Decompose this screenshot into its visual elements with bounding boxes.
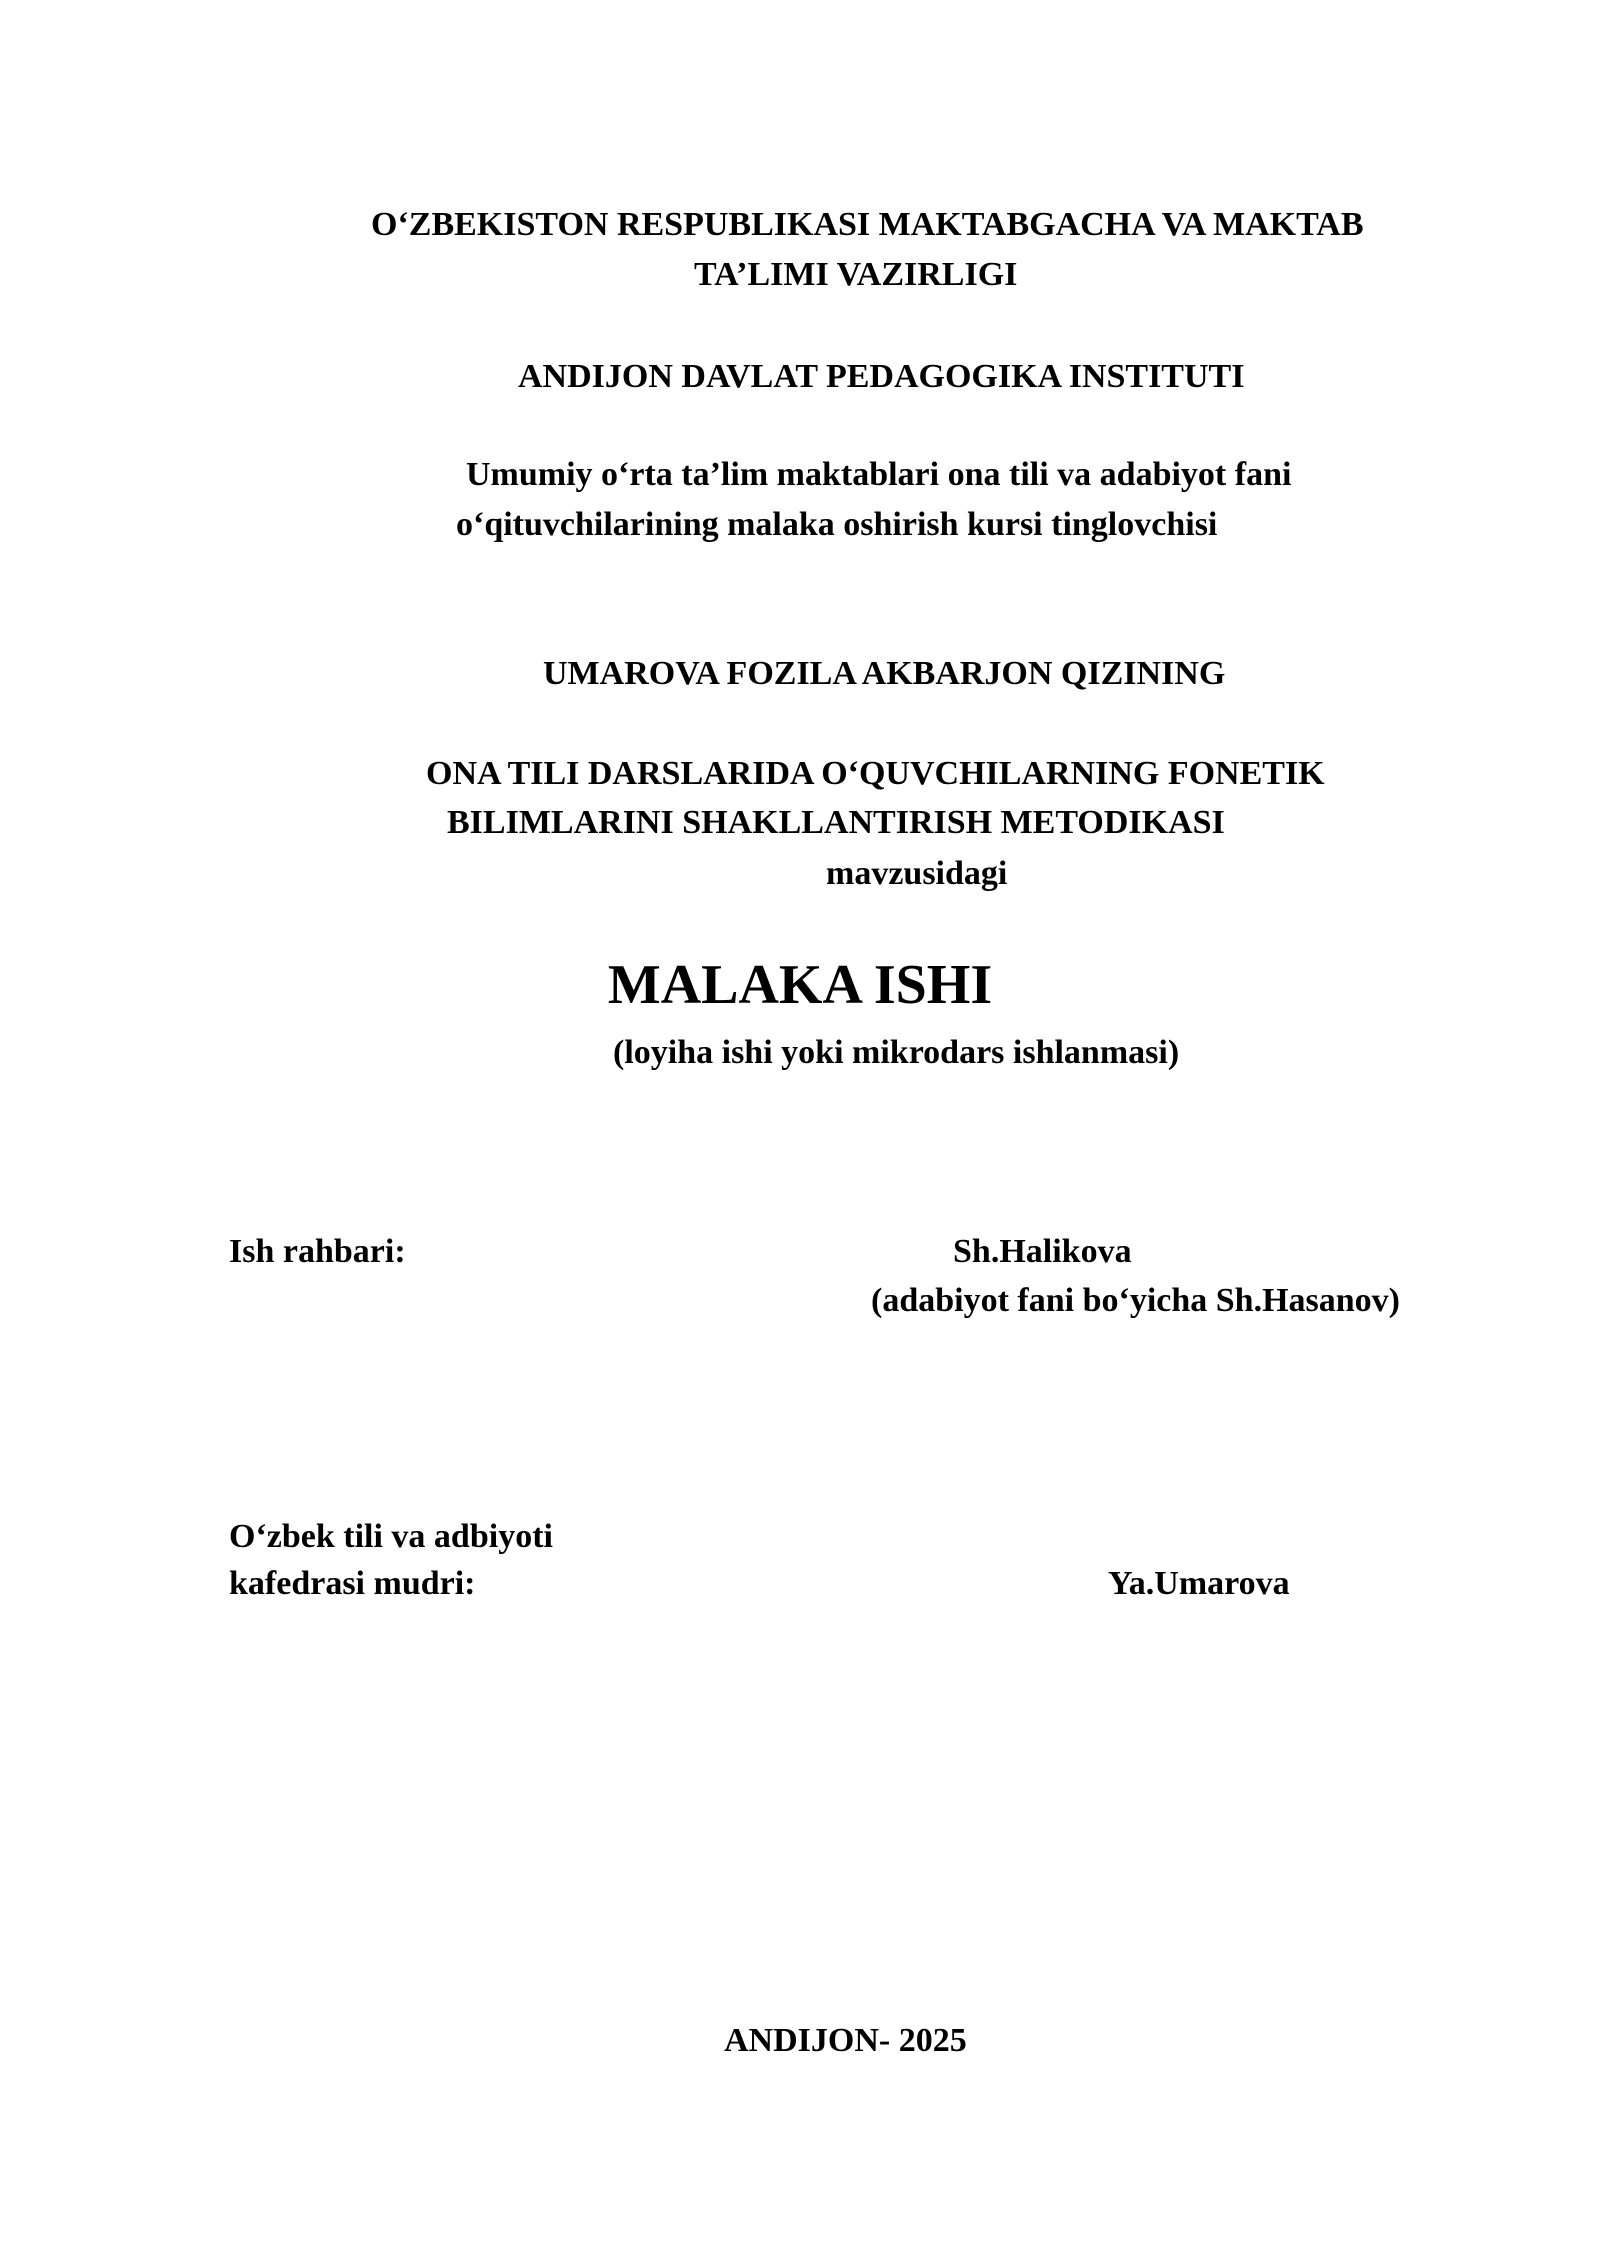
course-line-2: o‘qituvchilarining malaka oshirish kursi tinglovchisi xyxy=(456,506,1218,543)
department-head-label-1: O‘zbek tili va adbiyoti xyxy=(229,1518,553,1555)
topic-line-1: ONA TILI DARSLARIDA O‘QUVCHILARNING FONETIK xyxy=(426,755,1325,792)
place-year: ANDIJON- 2025 xyxy=(724,2022,967,2059)
work-subtitle: (loyiha ishi yoki mikrodars ishlanmasi) xyxy=(613,1034,1180,1071)
supervisor-name: Sh.Halikova xyxy=(953,1233,1132,1270)
department-head-label-2: kafedrasi mudri: xyxy=(229,1565,476,1602)
department-head-name: Ya.Umarova xyxy=(1108,1565,1290,1602)
institute-name: ANDIJON DAVLAT PEDAGOGIKA INSTITUTI xyxy=(518,358,1245,395)
ministry-line-1: O‘ZBEKISTON RESPUBLIKASI MAKTABGACHA VA MAKTAB xyxy=(371,206,1364,243)
course-line-1: Umumiy o‘rta ta’lim maktablari ona tili va adabiyot fani xyxy=(466,456,1292,493)
author-name: UMAROVA FOZILA AKBARJON QIZINING xyxy=(543,655,1226,692)
supervisor-note: (adabiyot fani bo‘yicha Sh.Hasanov) xyxy=(871,1282,1400,1319)
ministry-line-2: TA’LIMI VAZIRLIGI xyxy=(694,256,1018,293)
work-title: MALAKA ISHI xyxy=(607,954,993,1016)
topic-line-2: BILIMLARINI SHAKLLANTIRISH METODIKASI xyxy=(447,804,1225,841)
topic-line-3: mavzusidagi xyxy=(826,855,1008,892)
supervisor-label: Ish rahbari: xyxy=(229,1233,406,1270)
